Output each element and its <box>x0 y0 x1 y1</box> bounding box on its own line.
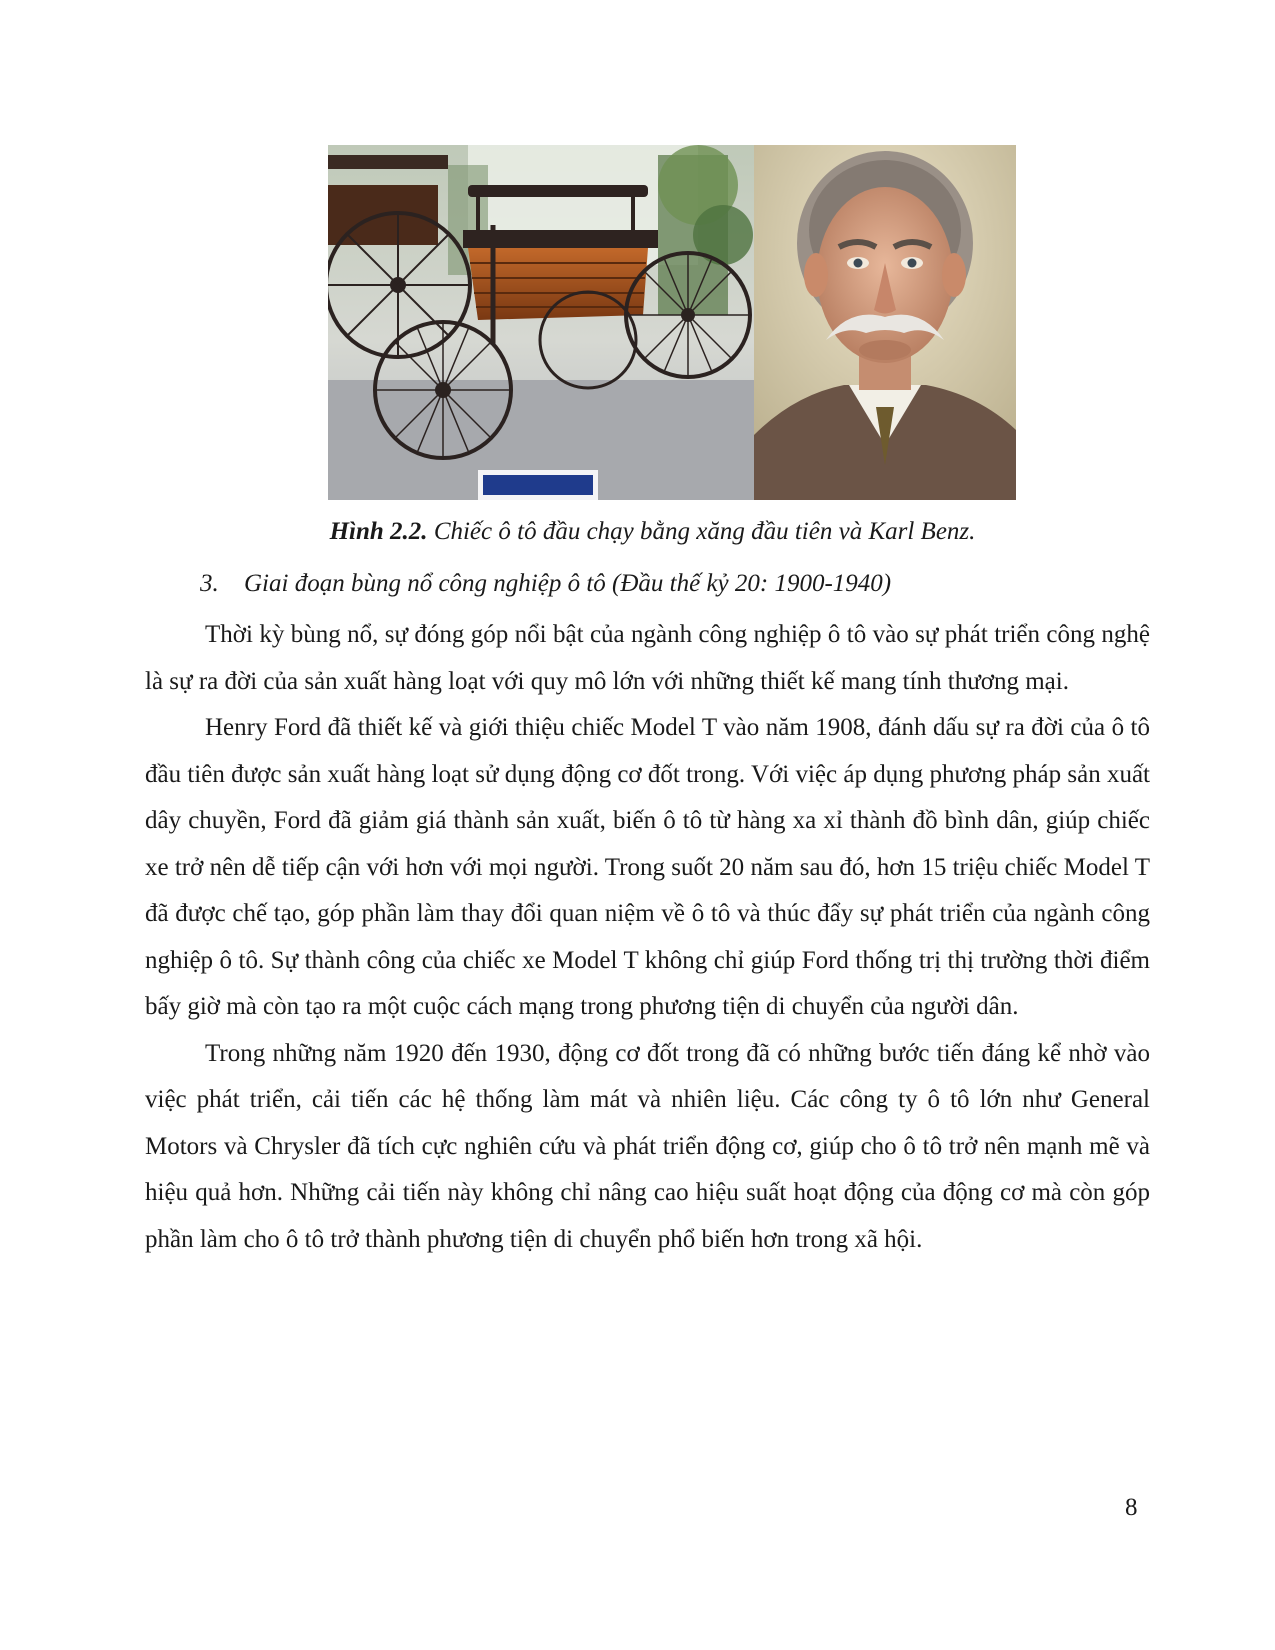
paragraph: Henry Ford đã thiết kế và giới thiệu chiếc Model T vào năm 1908, đánh dấu sự ra đời của ô tô đầu tiên được sản xuất hàng loạt sử dụng động cơ đốt trong. Với việc áp dụng phương pháp sản xuất dây chuyền, Ford đã giảm giá thành sản xuất, biến ô tô từ hàng xa xỉ thành đồ bình dân, giúp chiếc xe trở nên dễ tiếp cận với hơn với mọi người. Trong suốt 20 năm sau đó, hơn 15 triệu chiếc Model T đã được chế tạo, góp phần làm thay đổi quan niệm về ô tô và thúc đẩy sự phát triển của ngành công nghiệp ô tô. Sự thành công của chiếc xe Model T không chỉ giúp Ford thống trị thị trường thời điểm bấy giờ mà còn tạo ra một cuộc cách mạng trong phương tiện di chuyển của người dân. <box>145 714 1150 1020</box>
benz-motorwagen-image <box>328 145 754 500</box>
section-heading <box>200 570 891 598</box>
karl-benz-portrait-image <box>754 145 1016 500</box>
figure-caption <box>0 518 1275 546</box>
caption-text: Chiếc ô tô đầu chạy bằng xăng đầu tiên và Karl Benz. <box>433 518 976 545</box>
caption-label: Hình 2.2. <box>329 518 428 545</box>
paragraph: Trong những năm 1920 đến 1930, động cơ đốt trong đã có những bước tiến đáng kể nhờ vào việc phát triển, cải tiến các hệ thống làm mát và nhiên liệu. Các công ty ô tô lớn như General Motors và Chrysler đã tích cực nghiên cứu và phát triển động cơ, giúp cho ô tô trở nên mạnh mẽ và hiệu quả hơn. Những cải tiến này không chỉ nâng cao hiệu suất hoạt động của động cơ mà còn góp phần làm cho ô tô trở thành phương tiện di chuyển phổ biến hơn trong xã hội. <box>145 1039 1150 1253</box>
page-number: 8 <box>1125 1494 1138 1521</box>
section-number: 3. <box>200 570 219 597</box>
karl-benz-illustration <box>754 145 1016 500</box>
body-text <box>145 612 1150 1263</box>
benz-motorwagen-illustration <box>328 145 754 500</box>
figure <box>328 145 1016 500</box>
section-title: Giai đoạn bùng nổ công nghiệp ô tô (Đầu thế kỷ 20: 1900-1940) <box>244 570 892 597</box>
paragraph: Thời kỳ bùng nổ, sự đóng góp nổi bật của ngành công nghiệp ô tô vào sự phát triển công nghệ là sự ra đời của sản xuất hàng loạt với quy mô lớn với những thiết kế mang tính thương mại. <box>145 621 1150 695</box>
